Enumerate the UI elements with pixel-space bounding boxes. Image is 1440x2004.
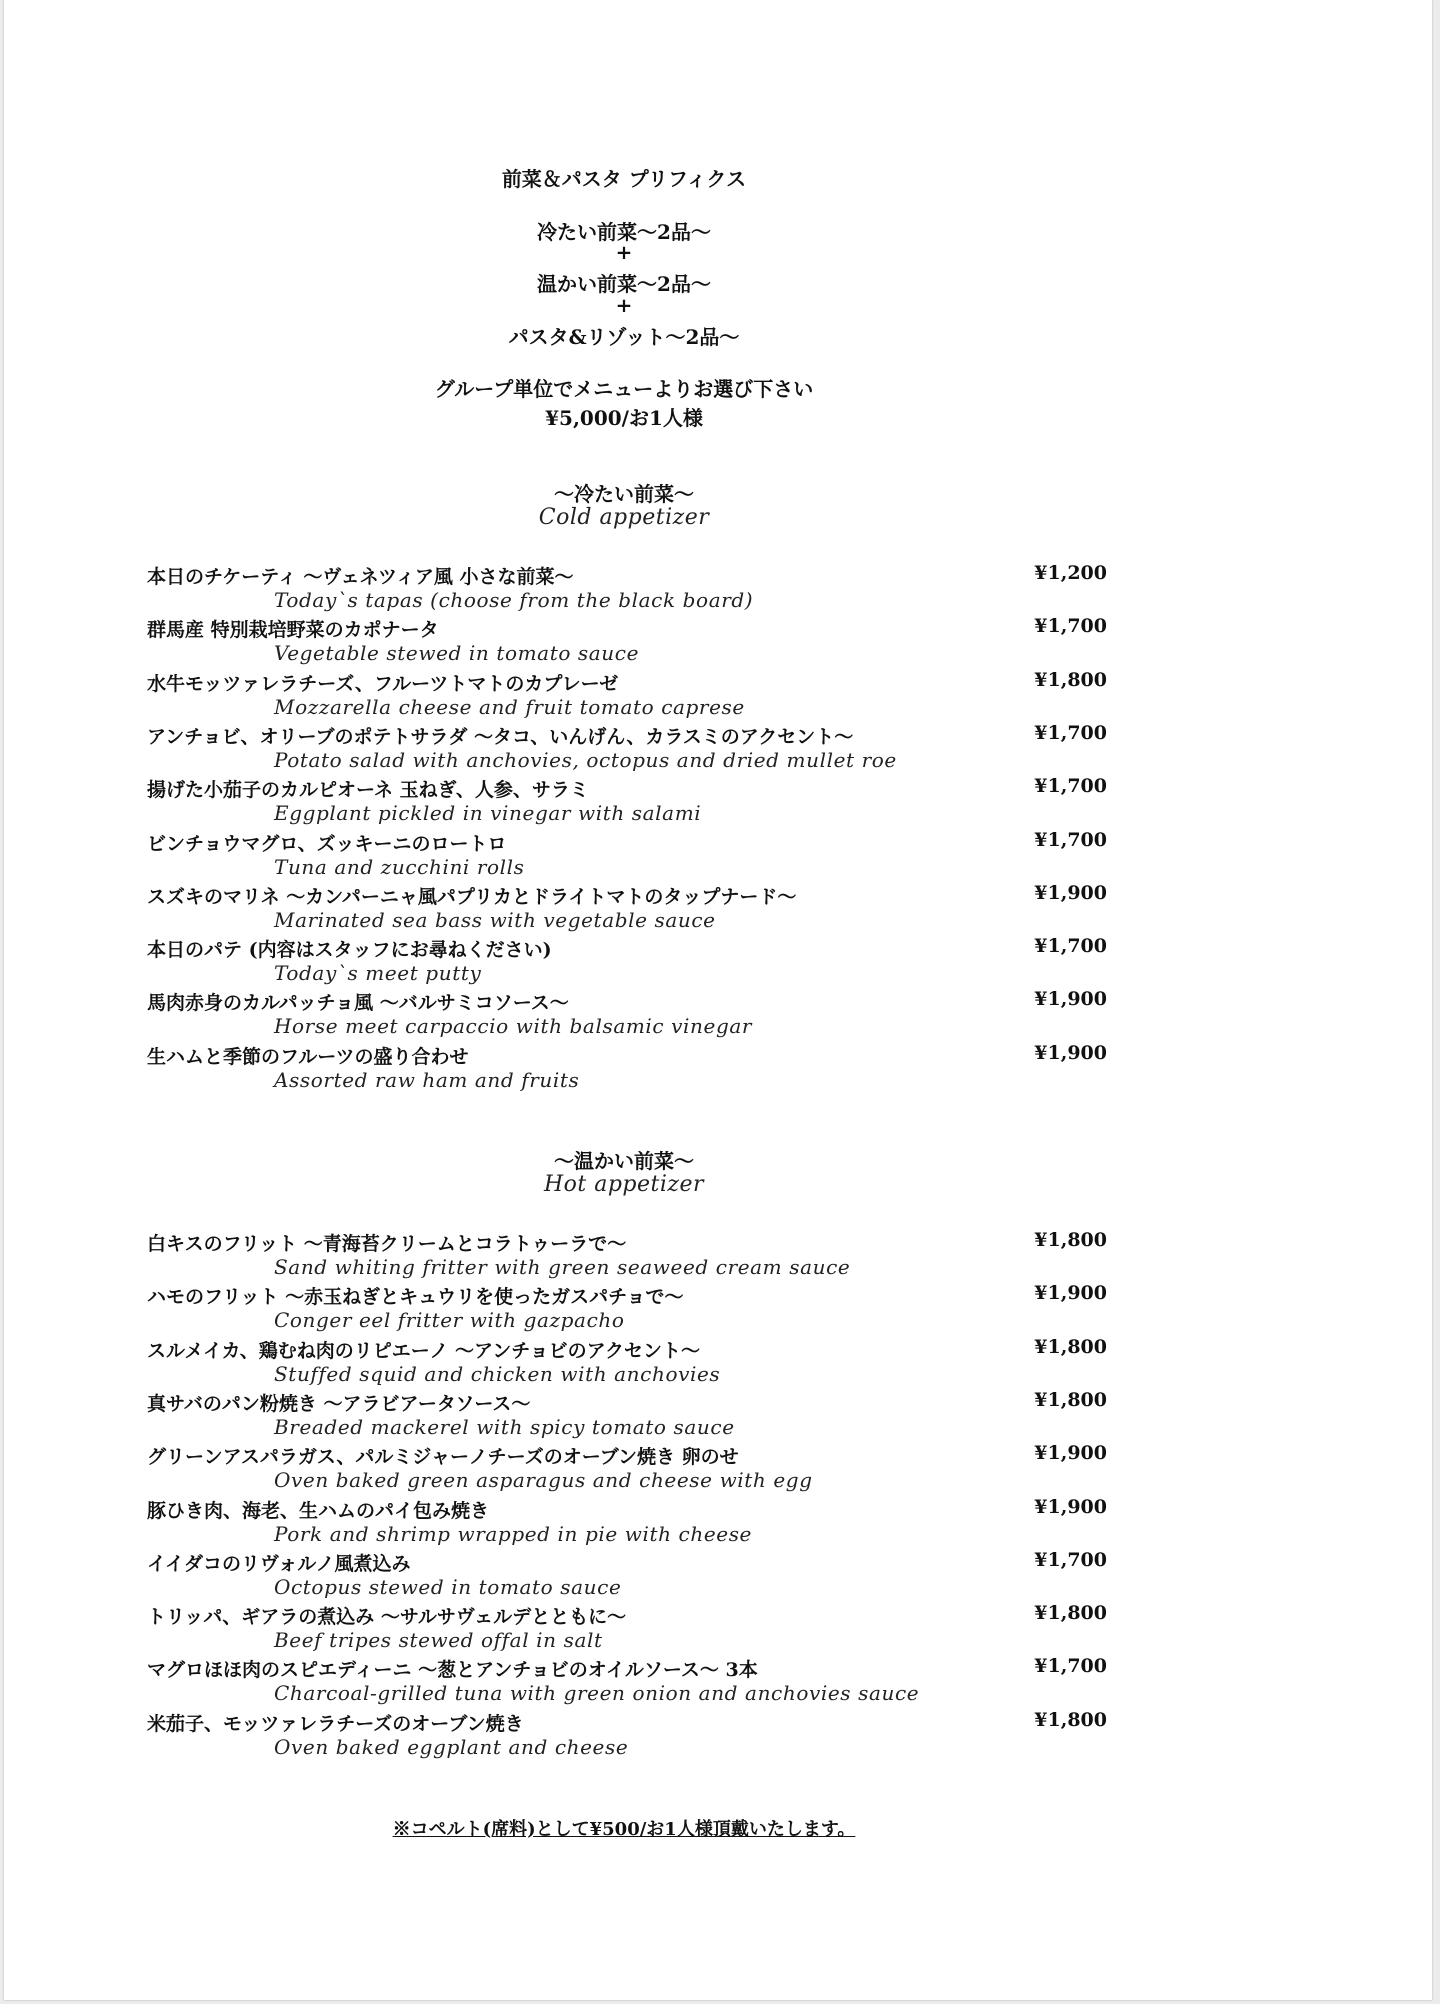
menu-item: [147, 1496, 1107, 1549]
menu-item-price: ¥1,900: [1034, 881, 1107, 904]
menu-item-english: Vegetable stewed in tomato sauce: [274, 641, 640, 666]
menu-item-name: トリッパ、ギアラの煮込み ～サルサヴェルデとともに～: [147, 1606, 627, 1629]
menu-item: [147, 1549, 1107, 1602]
menu-item-name: スルメイカ、鶏むね肉のリピエーノ ～アンチョビのアクセント～: [147, 1339, 701, 1362]
menu-item-english: Conger eel fritter with gazpacho: [274, 1308, 625, 1333]
instruction-text: グループ単位でメニューよりお選び下さい: [434, 377, 814, 401]
menu-item-name: 米茄子、モッツァレラチーズのオーブン焼き: [147, 1712, 524, 1735]
menu-item: [147, 1655, 1107, 1708]
menu-item-english: Tuna and zucchini rolls: [274, 854, 525, 879]
menu-item-price: ¥1,800: [1034, 1388, 1107, 1411]
menu-item: [147, 562, 1107, 615]
menu-item-english: Eggplant pickled in vinegar with salami: [274, 801, 702, 826]
menu-item-english: Octopus stewed in tomato sauce: [274, 1574, 622, 1599]
menu-item-price: ¥1,900: [1034, 1282, 1107, 1305]
menu-item-name: イイダコのリヴォルノ風煮込み: [147, 1552, 411, 1575]
menu-item-name: マグロほほ肉のスピエディーニ ～葱とアンチョビのオイルソース～ 3本: [147, 1659, 758, 1682]
menu-item-name: 揚げた小茄子のカルピオーネ 玉ねぎ、人参、サラミ: [147, 779, 589, 802]
menu-item: [147, 1709, 1107, 1762]
menu-item-english: Beef tripes stewed offal in salt: [274, 1628, 603, 1653]
menu-item: [147, 1042, 1107, 1095]
menu-item: [147, 882, 1107, 935]
menu-item-english: Charcoal-grilled tuna with green onion and anchovies sauce: [274, 1681, 920, 1706]
menu-item-name: 白キスのフリット ～青海苔クリームとコラトゥーラで～: [147, 1233, 627, 1255]
menu-item-english: Horse meet carpaccio with balsamic vinegar: [274, 1014, 753, 1039]
hot-section-subtitle: Hot appetizer: [543, 1172, 705, 1197]
menu-item: [147, 722, 1107, 775]
menu-item-english: Marinated sea bass with vegetable sauce: [274, 907, 716, 932]
menu-item-price: ¥1,700: [1034, 615, 1107, 638]
menu-item-name: 馬肉赤身のカルパッチョ風 ～バルサミコソース～: [147, 992, 569, 1015]
menu-item-price: ¥1,800: [1034, 1602, 1107, 1625]
cold-section-subtitle: Cold appetizer: [538, 505, 710, 530]
menu-item-english: Mozzarella cheese and fruit tomato caprese: [274, 694, 745, 719]
course-cold: 冷たい前菜～2品～: [537, 220, 711, 244]
plus-sign: +: [615, 240, 633, 264]
menu-item-price: ¥1,900: [1034, 1041, 1107, 1064]
menu-item-price: ¥1,700: [1034, 828, 1107, 851]
menu-item-name: アンチョビ、オリーブのポテトサラダ ～タコ、いんげん、カラスミのアクセント～: [147, 725, 854, 748]
menu-item-price: ¥1,800: [1034, 1335, 1107, 1358]
course-price: ¥5,000/お1人様: [545, 406, 703, 430]
hot-section-title: ～温かい前菜～: [554, 1149, 694, 1173]
course-hot: 温かい前菜～2品～: [537, 272, 711, 296]
menu-item-english: Assorted raw ham and fruits: [274, 1067, 580, 1092]
menu-item: [147, 829, 1107, 882]
cover-charge-note: ※コペルト(席料)として¥500/お1人様頂戴いたします。: [392, 1819, 856, 1840]
menu-item: [147, 1389, 1107, 1442]
menu-item-name: ハモのフリット ～赤玉ねぎとキュウリを使ったガスパチョで～: [147, 1286, 684, 1309]
menu-item: [147, 1282, 1107, 1335]
menu-item-price: ¥1,800: [1034, 1708, 1107, 1731]
menu-item-price: ¥1,800: [1034, 1229, 1107, 1251]
menu-item-price: ¥1,800: [1034, 668, 1107, 691]
menu-item: [147, 775, 1107, 828]
menu-item: [147, 988, 1107, 1041]
menu-item-english: Stuffed squid and chicken with anchovies: [274, 1361, 721, 1386]
menu-item-english: Today`s tapas (choose from the black board): [274, 588, 754, 612]
menu-title: 前菜＆パスタ プリフィクス: [501, 167, 747, 191]
menu-item: [147, 1602, 1107, 1655]
menu-item-name: 水牛モッツァレラチーズ、フルーツトマトのカプレーゼ: [147, 672, 619, 695]
menu-item-name: 生ハムと季節のフルーツの盛り合わせ: [147, 1045, 469, 1068]
menu-item-name: 群馬産 特別栽培野菜のカポナータ: [147, 619, 439, 642]
menu-item: [147, 1336, 1107, 1389]
menu-item-english: Pork and shrimp wrapped in pie with cheese: [274, 1521, 752, 1546]
menu-item: [147, 669, 1107, 722]
menu-item-price: ¥1,700: [1034, 935, 1107, 958]
menu-item-name: グリーンアスパラガス、パルミジャーノチーズのオーブン焼き 卵のせ: [147, 1446, 739, 1469]
menu-item-name: 豚ひき肉、海老、生ハムのパイ包み焼き: [147, 1499, 490, 1522]
menu-item-english: Oven baked green asparagus and cheese with egg: [274, 1468, 813, 1493]
menu-item-name: 真サバのパン粉焼き ～アラビアータソース～: [147, 1392, 531, 1415]
menu-item: [147, 615, 1107, 668]
menu-item-name: 本日のチケーティ ～ヴェネツィア風 小さな前菜～: [147, 566, 574, 588]
cold-section-title: ～冷たい前菜～: [554, 482, 694, 506]
menu-item-price: ¥1,900: [1034, 1495, 1107, 1518]
menu-item-english: Potato salad with anchovies, octopus and dried mullet roe: [274, 747, 897, 772]
menu-item-price: ¥1,700: [1034, 721, 1107, 744]
menu-item-price: ¥1,700: [1034, 1548, 1107, 1571]
menu-page: [4, 0, 1432, 2000]
menu-item-price: ¥1,900: [1034, 1442, 1107, 1465]
menu-item-english: Sand whiting fritter with green seaweed cream sauce: [274, 1255, 851, 1279]
menu-item-name: スズキのマリネ ～カンパーニャ風パプリカとドライトマトのタップナード～: [147, 885, 797, 908]
menu-item-price: ¥1,200: [1034, 562, 1107, 584]
menu-item-english: Oven baked eggplant and cheese: [274, 1734, 629, 1759]
menu-item: [147, 1442, 1107, 1495]
plus-sign: +: [615, 293, 633, 317]
menu-item-english: Today`s meet putty: [274, 961, 482, 986]
menu-item-price: ¥1,700: [1034, 1655, 1107, 1678]
menu-item-price: ¥1,700: [1034, 775, 1107, 798]
menu-item: [147, 935, 1107, 988]
course-pasta: パスタ&リゾット～2品～: [508, 325, 740, 349]
menu-item-english: Breaded mackerel with spicy tomato sauce: [274, 1414, 735, 1439]
menu-item: [147, 1229, 1107, 1282]
menu-item-name: 本日のパテ (内容はスタッフにお尋ねください): [147, 939, 552, 962]
menu-item-name: ビンチョウマグロ、ズッキーニのロートロ: [147, 832, 507, 855]
menu-item-price: ¥1,900: [1034, 988, 1107, 1011]
